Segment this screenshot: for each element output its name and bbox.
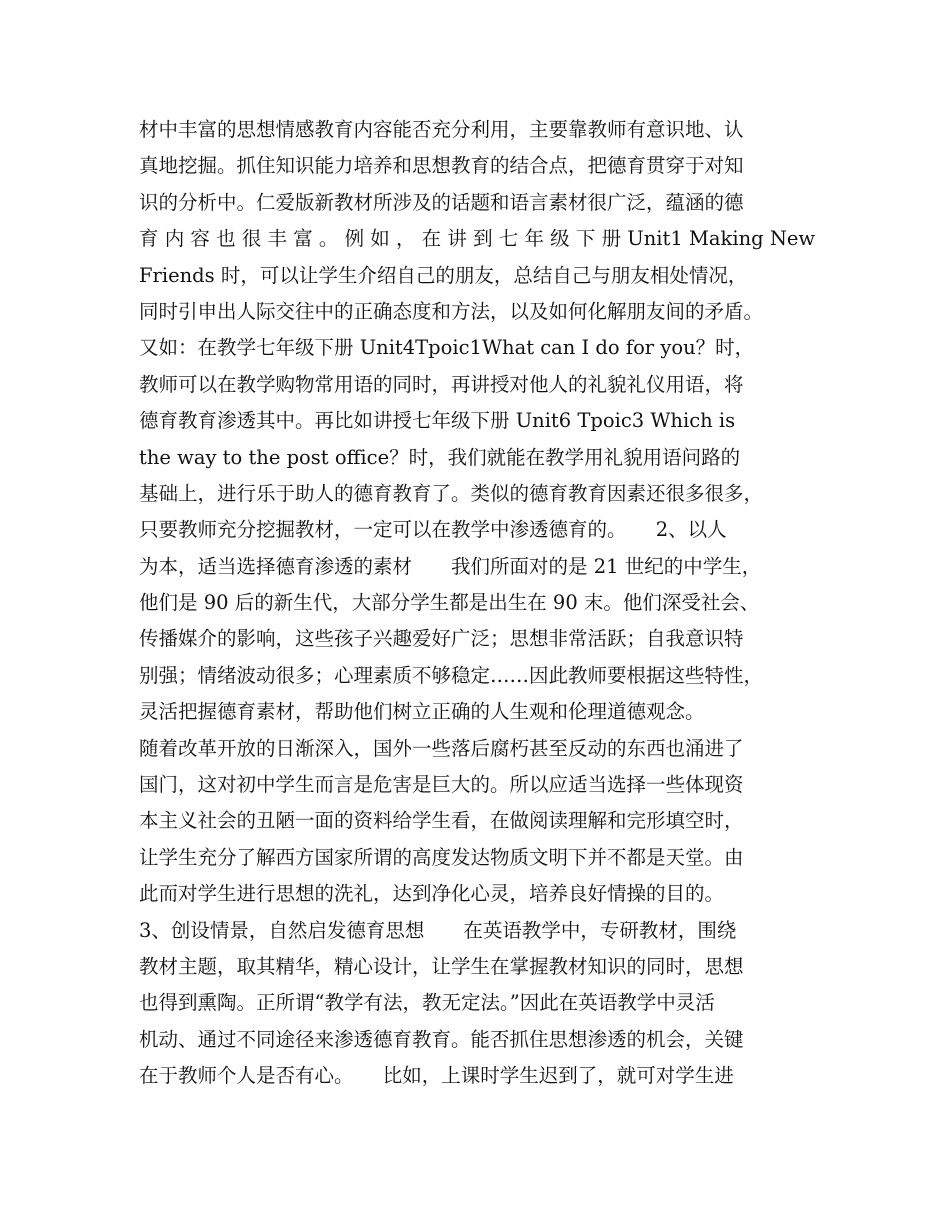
text-line: 同时引申出人际交往中的正确态度和方法，以及如何化解朋友间的矛盾。 — [139, 299, 764, 323]
text-line: 在于教师个人是否有心。 比如，上课时学生迟到了，就可对学生进 — [139, 1064, 734, 1088]
text-line: 传播媒介的影响，这些孩子兴趣爱好广泛；思想非常活跃；自我意识特 — [139, 627, 744, 651]
text-line: 只要教师充分挖掘教材，一定可以在教学中渗透德育的。 2、以人 — [139, 518, 727, 542]
text-line: 德育教育渗透其中。再比如讲授七年级下册 Unit6 Tpoic3 Which is — [139, 409, 736, 433]
text-line: 国门，这对初中学生而言是危害是巨大的。所以应适当选择一些体现资 — [139, 773, 744, 797]
body-text — [139, 112, 829, 1095]
text-line: 机动、通过不同途径来渗透德育教育。能否抓住思想渗透的机会，关键 — [139, 1027, 744, 1051]
text-line: 灵活把握德育素材，帮助他们树立正确的人生观和伦理道德观念。 — [139, 700, 705, 724]
text-line: 材中丰富的思想情感教育内容能否充分利用，主要靠教师有意识地、认 — [139, 118, 744, 141]
text-line: Friends 时，可以让学生介绍自己的朋友，总结自己与朋友相处情况， — [139, 263, 748, 287]
text-line: 也得到熏陶。正所谓“教学有法，教无定法。”因此在英语教学中灵活 — [139, 991, 715, 1015]
text-line: 别强；情绪波动很多；心理素质不够稳定……因此教师要根据这些特性， — [139, 663, 764, 687]
text-line: 随着改革开放的日渐深入，国外一些落后腐朽甚至反动的东西也涌进了 — [139, 736, 744, 760]
text-line: 3、创设情景，自然启发德育思想 在英语教学中，专研教材，围绕 — [139, 918, 737, 942]
text-line: 教材主题，取其精华，精心设计，让学生在掌握教材知识的同时，思想 — [139, 954, 744, 978]
text-line: the way to the post office？时，我们就能在教学用礼貌用语问路的 — [139, 445, 741, 469]
text-line: 教师可以在教学购物常用语的同时，再讲授对他人的礼貌礼仪用语，将 — [139, 372, 744, 396]
text-line: 真地挖掘。抓住知识能力培养和思想教育的结合点，把德育贯穿于对知 — [139, 154, 744, 178]
text-line: 让学生充分了解西方国家所谓的高度发达物质文明下并不都是天堂。由 — [139, 845, 744, 869]
text-line: 为本，适当选择德育渗透的素材 我们所面对的是 21 世纪的中学生， — [139, 554, 762, 578]
text-line: 育 内 容 也 很 丰 富 。 例 如 ， 在 讲 到 七 年 级 下 册 Unit1 Making New — [139, 227, 816, 251]
text-line: 本主义社会的丑陋一面的资料给学生看，在做阅读理解和完形填空时， — [139, 809, 744, 833]
text-line: 他们是 90 后的新生代，大部分学生都是出生在 90 末。他们深受社会、 — [139, 591, 760, 615]
text-line: 此而对学生进行思想的洗礼，达到净化心灵，培养良好情操的目的。 — [139, 882, 725, 906]
text-line: 基础上，进行乐于助人的德育教育了。类似的德育教育因素还很多很多， — [139, 481, 764, 505]
text-line: 又如：在教学七年级下册 Unit4Tpoic1What can I do for you？时， — [139, 336, 755, 360]
text-line: 识的分析中。仁爱版新教材所涉及的话题和语言素材很广泛，蕴涵的德 — [139, 190, 744, 214]
